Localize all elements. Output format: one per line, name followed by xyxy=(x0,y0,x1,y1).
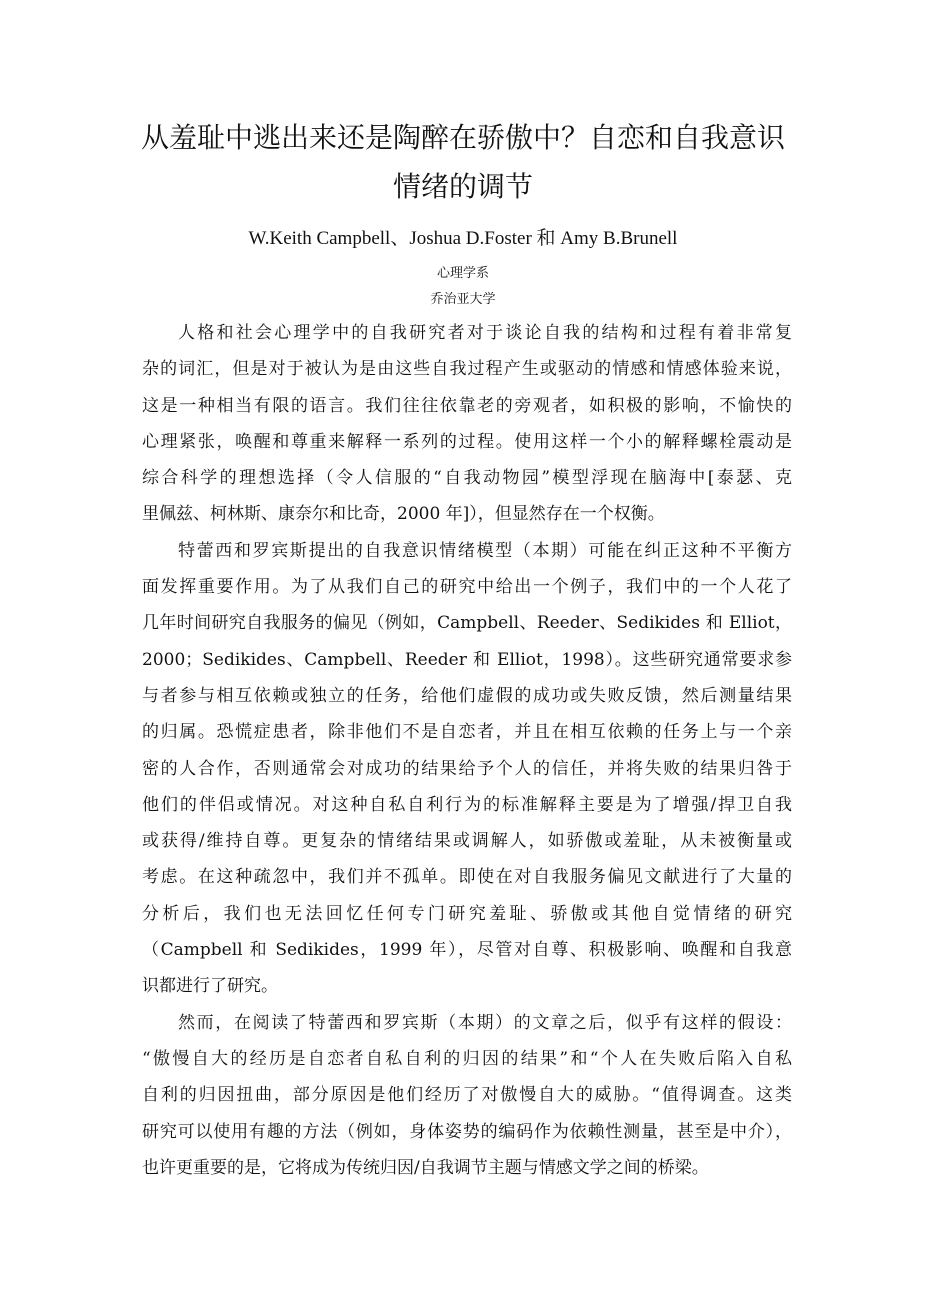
paragraph-1-line: 里佩兹、柯林斯、康奈尔和比奇，2000 年]），但显然存在一个权衡。 xyxy=(142,504,665,525)
paragraph-1-line: 这是一种相当有限的语言。我们往往依靠老的旁观者，如积极的影响，不愉快的 xyxy=(142,395,792,416)
paragraph-2-line: 几年时间研究自我服务的偏见（例如，Campbell、Reeder、Sedikides 和 Elliot， xyxy=(142,613,792,634)
paragraph-2-line: 与者参与相互依赖或独立的任务，给他们虚假的成功或失败反馈，然后测量结果 xyxy=(142,685,792,706)
paragraph-2-line: 面发挥重要作用。为了从我们自己的研究中给出一个例子，我们中的一个人花了 xyxy=(142,577,792,598)
paragraph-2-line: 密的人合作，否则通常会对成功的结果给予个人的信任，并将失败的结果归咎于 xyxy=(142,758,792,779)
paragraph-3-line: 也许更重要的是，它将成为传统归因/自我调节主题与情感文学之间的桥梁。 xyxy=(142,1157,709,1178)
paragraph-3-line: 研究可以使用有趣的方法（例如，身体姿势的编码作为依赖性测量，甚至是中介）， xyxy=(142,1121,792,1142)
body-text xyxy=(142,315,792,1186)
paragraph-2-line: 分析后，我们也无法回忆任何专门研究羞耻、骄傲或其他自觉情绪的研究 xyxy=(142,903,792,924)
paragraph-2-line: 他们的伴侣或情况。对这种自私自利行为的标准解释主要是为了增强/捍卫自我 xyxy=(142,794,792,815)
paragraph-2-line: 识都进行了研究。 xyxy=(142,976,278,997)
paragraph-2-line: 的归属。恐慌症患者，除非他们不是自恋者，并且在相互依赖的任务上与一个亲 xyxy=(142,722,792,743)
paragraph-2-line: 或获得/维持自尊。更复杂的情绪结果或调解人，如骄傲或羞耻，从未被衡量或 xyxy=(142,831,792,852)
paragraph-2-line: 考虑。在这种疏忽中，我们并不孤单。即使在对自我服务偏见文献进行了大量的 xyxy=(142,867,792,888)
authors: W.Keith Campbell、Joshua D.Foster 和 Amy B.Brunell xyxy=(248,228,678,249)
paragraph-1-line: 综合科学的理想选择（令人信服的“自我动物园”模型浮现在脑海中[泰瑟、克 xyxy=(142,468,792,489)
university: 乔治亚大学 xyxy=(430,292,496,307)
paragraph-2-line: 特蕾西和罗宾斯提出的自我意识情绪模型（本期）可能在纠正这种不平衡方 xyxy=(178,540,792,561)
title-line-1: 从羞耻中逃出来还是陶醉在骄傲中？自恋和自我意识 xyxy=(140,121,785,154)
paragraph-1-line: 人格和社会心理学中的自我研究者对于谈论自我的结构和过程有着非常复 xyxy=(178,323,792,343)
title-line-2: 情绪的调节 xyxy=(392,170,533,203)
paragraph-1-line: 杂的词汇，但是对于被认为是由这些自我过程产生或驱动的情感和情感体验来说， xyxy=(142,359,792,380)
department: 心理学系 xyxy=(436,266,489,281)
paragraph-1-line: 心理紧张，唤醒和尊重来解释一系列的过程。使用这样一个小的解释螺栓震动是 xyxy=(142,431,792,452)
paragraph-2-line: （Campbell 和 Sedikides，1999 年），尽管对自尊、积极影响、唤醒和自我意 xyxy=(142,940,792,961)
paragraph-2-line: 2000；Sedikides、Campbell、Reeder 和 Elliot，1998）。这些研究通常要求参 xyxy=(142,649,792,670)
paragraph-3-line: 自利的归因扭曲，部分原因是他们经历了对傲慢自大的威胁。“值得调查。这类 xyxy=(142,1085,792,1106)
paragraph-3-line: 然而，在阅读了特蕾西和罗宾斯（本期）的文章之后，似乎有这样的假设： xyxy=(178,1012,792,1033)
paragraph-3-line: “傲慢自大的经历是自恋者自私自利的归因的结果”和“个人在失败后陷入自私 xyxy=(142,1048,792,1069)
